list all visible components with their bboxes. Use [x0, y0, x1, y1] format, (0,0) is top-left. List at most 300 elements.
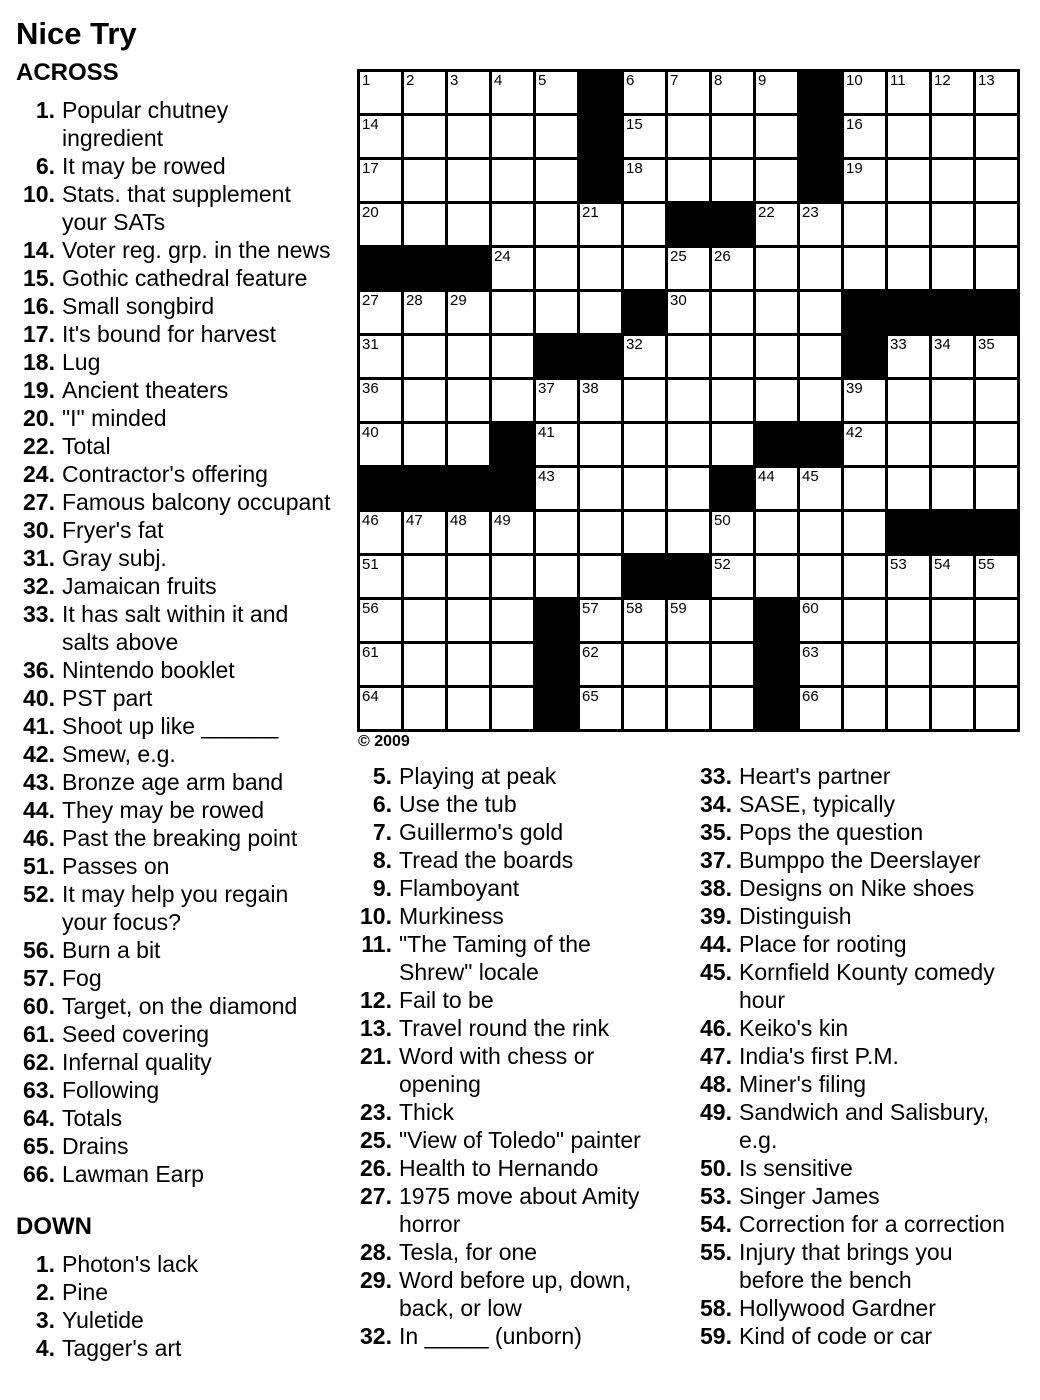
grid-cell-r3c14[interactable] — [932, 160, 973, 201]
grid-cell-r12c2[interactable] — [404, 556, 445, 597]
grid-cell-r4c11[interactable] — [800, 204, 841, 245]
grid-cell-r7c9[interactable] — [712, 336, 753, 377]
grid-cell-r14c4[interactable] — [492, 644, 533, 685]
grid-cell-r11c3[interactable] — [448, 512, 489, 553]
grid-cell-r8c9[interactable] — [712, 380, 753, 421]
grid-cell-r4c10[interactable] — [756, 204, 797, 245]
grid-cell-r6c9[interactable] — [712, 292, 753, 333]
grid-cell-r9c2[interactable] — [404, 424, 445, 465]
clue-text: In _____ (unborn) — [399, 1323, 582, 1349]
grid-cell-r5c8[interactable] — [668, 248, 709, 289]
cell-number: 49 — [494, 512, 511, 529]
clue-text: Pops the question — [739, 819, 924, 845]
clue-number: 49. — [700, 1099, 732, 1125]
grid-cell-r15c10 — [756, 688, 797, 729]
grid-cell-r3c8[interactable] — [668, 160, 709, 201]
grid-cell-r12c1[interactable] — [360, 556, 401, 597]
clue-text: Popular chutney ingredient — [62, 97, 229, 151]
grid-cell-r12c13[interactable] — [888, 556, 929, 597]
grid-cell-r8c6[interactable] — [580, 380, 621, 421]
grid-cell-r10c10[interactable] — [756, 468, 797, 509]
grid-cell-r6c5[interactable] — [536, 292, 577, 333]
clue-number: 1. — [35, 97, 55, 123]
clue-down-6 — [356, 790, 672, 818]
grid-cell-r14c3[interactable] — [448, 644, 489, 685]
grid-cell-r11c13 — [888, 512, 929, 553]
grid-cell-r15c7[interactable] — [624, 688, 665, 729]
grid-cell-r2c14[interactable] — [932, 116, 973, 157]
grid-cell-r11c10[interactable] — [756, 512, 797, 553]
clue-down-39 — [692, 902, 1040, 930]
grid-cell-r12c12[interactable] — [844, 556, 885, 597]
clue-number: 6. — [35, 153, 55, 179]
clue-column-right — [692, 762, 1040, 1350]
grid-cell-r1c13[interactable] — [888, 72, 929, 113]
grid-cell-r14c7[interactable] — [624, 644, 665, 685]
grid-cell-r14c15[interactable] — [976, 644, 1017, 685]
grid-cell-r4c4[interactable] — [492, 204, 533, 245]
grid-cell-r13c13[interactable] — [888, 600, 929, 641]
grid-cell-r13c6[interactable] — [580, 600, 621, 641]
grid-cell-r7c14[interactable] — [932, 336, 973, 377]
grid-cell-r3c9[interactable] — [712, 160, 753, 201]
grid-cell-r8c12[interactable] — [844, 380, 885, 421]
grid-cell-r2c4[interactable] — [492, 116, 533, 157]
clue-text: Stats. that supplement your SATs — [62, 181, 291, 235]
grid-cell-r8c1[interactable] — [360, 380, 401, 421]
cell-number: 14 — [362, 116, 379, 133]
clue-number: 27. — [23, 489, 55, 515]
grid-cell-r7c13[interactable] — [888, 336, 929, 377]
grid-cell-r9c5[interactable] — [536, 424, 577, 465]
cell-number: 66 — [802, 688, 819, 705]
grid-cell-r1c9[interactable] — [712, 72, 753, 113]
cell-number: 55 — [978, 556, 995, 573]
grid-cell-r3c10[interactable] — [756, 160, 797, 201]
grid-cell-r4c13[interactable] — [888, 204, 929, 245]
grid-cell-r8c11[interactable] — [800, 380, 841, 421]
clue-text: Sandwich and Salisbury, e.g. — [739, 1099, 990, 1153]
grid-cell-r11c9[interactable] — [712, 512, 753, 553]
clue-number: 30. — [23, 517, 55, 543]
clue-text: "View of Toledo" painter — [399, 1127, 641, 1153]
grid-cell-r14c14[interactable] — [932, 644, 973, 685]
grid-cell-r14c6[interactable] — [580, 644, 621, 685]
clue-down-4 — [16, 1334, 358, 1362]
clue-number: 48. — [700, 1071, 732, 1097]
grid-cell-r13c3[interactable] — [448, 600, 489, 641]
clue-across-42 — [16, 740, 358, 768]
grid-cell-r6c6[interactable] — [580, 292, 621, 333]
grid-cell-r3c5[interactable] — [536, 160, 577, 201]
clue-text: "I" minded — [62, 405, 167, 431]
cell-number: 11 — [890, 72, 906, 89]
clue-number: 44. — [700, 931, 732, 957]
clue-text: Word with chess or opening — [399, 1043, 595, 1097]
grid-cell-r15c12[interactable] — [844, 688, 885, 729]
cell-number: 60 — [802, 600, 819, 617]
clue-number: 42. — [23, 741, 55, 767]
clue-text: Playing at peak — [399, 763, 557, 789]
clue-text: Seed covering — [62, 1021, 210, 1047]
clue-across-14 — [16, 236, 358, 264]
clue-down-58 — [692, 1294, 1040, 1322]
grid-cell-r6c12 — [844, 292, 885, 333]
grid-cell-r10c7[interactable] — [624, 468, 665, 509]
grid-cell-r13c2[interactable] — [404, 600, 445, 641]
clue-number: 61. — [23, 1021, 55, 1047]
grid-cell-r1c15[interactable] — [976, 72, 1017, 113]
grid-cell-r15c13[interactable] — [888, 688, 929, 729]
grid-cell-r5c14[interactable] — [932, 248, 973, 289]
clue-text: It may help you regain your focus? — [62, 881, 289, 935]
grid-cell-r11c4[interactable] — [492, 512, 533, 553]
grid-cell-r7c15[interactable] — [976, 336, 1017, 377]
grid-cell-r7c11[interactable] — [800, 336, 841, 377]
cell-number: 37 — [538, 380, 555, 397]
grid-cell-r6c3[interactable] — [448, 292, 489, 333]
clue-text: Lawman Earp — [62, 1161, 204, 1187]
grid-cell-r12c7 — [624, 556, 665, 597]
grid-cell-r6c2[interactable] — [404, 292, 445, 333]
grid-cell-r5c11[interactable] — [800, 248, 841, 289]
grid-cell-r2c12[interactable] — [844, 116, 885, 157]
grid-cell-r9c3[interactable] — [448, 424, 489, 465]
clue-text: Word before up, down, back, or low — [399, 1267, 632, 1321]
grid-cell-r10c11[interactable] — [800, 468, 841, 509]
grid-cell-r15c8[interactable] — [668, 688, 709, 729]
clue-number: 32. — [23, 573, 55, 599]
clue-down-38 — [692, 874, 1040, 902]
clue-text: Gothic cathedral feature — [62, 265, 308, 291]
grid-cell-r5c7[interactable] — [624, 248, 665, 289]
grid-cell-r9c9[interactable] — [712, 424, 753, 465]
grid-cell-r2c7[interactable] — [624, 116, 665, 157]
grid-cell-r4c5[interactable] — [536, 204, 577, 245]
grid-cell-r13c14[interactable] — [932, 600, 973, 641]
grid-cell-r3c12[interactable] — [844, 160, 885, 201]
clue-down-5 — [356, 762, 672, 790]
grid-cell-r10c14[interactable] — [932, 468, 973, 509]
grid-cell-r15c6[interactable] — [580, 688, 621, 729]
grid-cell-r12c5[interactable] — [536, 556, 577, 597]
clue-text: Health to Hernando — [399, 1155, 599, 1181]
grid-cell-r15c3[interactable] — [448, 688, 489, 729]
grid-cell-r13c8[interactable] — [668, 600, 709, 641]
grid-cell-r8c14[interactable] — [932, 380, 973, 421]
grid-cell-r2c2[interactable] — [404, 116, 445, 157]
grid-cell-r8c5[interactable] — [536, 380, 577, 421]
grid-cell-r7c3[interactable] — [448, 336, 489, 377]
clue-text: Hollywood Gardner — [739, 1295, 936, 1321]
clue-number: 10. — [23, 181, 55, 207]
clue-number: 11. — [361, 931, 392, 957]
clue-across-36 — [16, 656, 358, 684]
grid-cell-r14c8[interactable] — [668, 644, 709, 685]
grid-cell-r11c6[interactable] — [580, 512, 621, 553]
grid-cell-r8c10[interactable] — [756, 380, 797, 421]
cell-number: 12 — [934, 72, 951, 89]
grid-cell-r2c8[interactable] — [668, 116, 709, 157]
cell-number: 65 — [582, 688, 599, 705]
grid-cell-r4c15[interactable] — [976, 204, 1017, 245]
grid-cell-r9c6[interactable] — [580, 424, 621, 465]
grid-cell-r1c14[interactable] — [932, 72, 973, 113]
grid-cell-r5c15[interactable] — [976, 248, 1017, 289]
grid-cell-r15c15[interactable] — [976, 688, 1017, 729]
grid-cell-r4c7[interactable] — [624, 204, 665, 245]
grid-cell-r5c9[interactable] — [712, 248, 753, 289]
grid-cell-r5c4[interactable] — [492, 248, 533, 289]
grid-cell-r4c9 — [712, 204, 753, 245]
clue-across-56 — [16, 936, 358, 964]
clue-across-64 — [16, 1104, 358, 1132]
grid-cell-r3c3[interactable] — [448, 160, 489, 201]
grid-cell-r9c8[interactable] — [668, 424, 709, 465]
grid-cell-r3c2[interactable] — [404, 160, 445, 201]
grid-cell-r1c2[interactable] — [404, 72, 445, 113]
clue-across-1 — [16, 96, 358, 152]
grid-cell-r12c11[interactable] — [800, 556, 841, 597]
grid-cell-r8c13[interactable] — [888, 380, 929, 421]
grid-cell-r4c12[interactable] — [844, 204, 885, 245]
grid-cell-r2c10[interactable] — [756, 116, 797, 157]
grid-cell-r4c2[interactable] — [404, 204, 445, 245]
down-heading: DOWN — [16, 1213, 92, 1240]
grid-cell-r2c3[interactable] — [448, 116, 489, 157]
clue-number: 57. — [23, 965, 55, 991]
grid-cell-r5c12[interactable] — [844, 248, 885, 289]
grid-cell-r9c7[interactable] — [624, 424, 665, 465]
grid-cell-r8c2[interactable] — [404, 380, 445, 421]
grid-cell-r5c10[interactable] — [756, 248, 797, 289]
grid-cell-r7c2[interactable] — [404, 336, 445, 377]
grid-cell-r6c8[interactable] — [668, 292, 709, 333]
grid-cell-r12c4[interactable] — [492, 556, 533, 597]
grid-cell-r2c9[interactable] — [712, 116, 753, 157]
grid-cell-r3c7[interactable] — [624, 160, 665, 201]
grid-cell-r3c13[interactable] — [888, 160, 929, 201]
grid-cell-r10c6[interactable] — [580, 468, 621, 509]
grid-cell-r9c12[interactable] — [844, 424, 885, 465]
clue-number: 50. — [700, 1155, 732, 1181]
grid-cell-r12c15[interactable] — [976, 556, 1017, 597]
clue-number: 5. — [372, 763, 392, 789]
grid-cell-r8c8[interactable] — [668, 380, 709, 421]
grid-cell-r10c8[interactable] — [668, 468, 709, 509]
grid-cell-r11c11[interactable] — [800, 512, 841, 553]
clue-down-25 — [356, 1126, 672, 1154]
grid-cell-r5c1 — [360, 248, 401, 289]
grid-cell-r4c1[interactable] — [360, 204, 401, 245]
grid-cell-r12c14[interactable] — [932, 556, 973, 597]
cell-number: 36 — [362, 380, 379, 397]
grid-cell-r3c1[interactable] — [360, 160, 401, 201]
grid-cell-r4c8 — [668, 204, 709, 245]
grid-cell-r11c2[interactable] — [404, 512, 445, 553]
clue-number: 52. — [23, 881, 55, 907]
grid-cell-r13c4[interactable] — [492, 600, 533, 641]
grid-cell-r11c7[interactable] — [624, 512, 665, 553]
grid-cell-r1c1[interactable] — [360, 72, 401, 113]
grid-cell-r11c12[interactable] — [844, 512, 885, 553]
cell-number: 16 — [846, 116, 863, 133]
cell-number: 51 — [362, 556, 379, 573]
clue-number: 24. — [23, 461, 55, 487]
grid-cell-r1c8[interactable] — [668, 72, 709, 113]
cell-number: 63 — [802, 644, 819, 661]
grid-cell-r8c3[interactable] — [448, 380, 489, 421]
clue-across-61 — [16, 1020, 358, 1048]
grid-cell-r8c7[interactable] — [624, 380, 665, 421]
grid-cell-r12c3[interactable] — [448, 556, 489, 597]
grid-cell-r6c1[interactable] — [360, 292, 401, 333]
grid-cell-r8c15[interactable] — [976, 380, 1017, 421]
cell-number: 57 — [582, 600, 599, 617]
grid-cell-r14c1[interactable] — [360, 644, 401, 685]
grid-cell-r13c9[interactable] — [712, 600, 753, 641]
clue-number: 14. — [23, 237, 55, 263]
grid-cell-r6c10[interactable] — [756, 292, 797, 333]
grid-cell-r13c15[interactable] — [976, 600, 1017, 641]
grid-cell-r11c1[interactable] — [360, 512, 401, 553]
grid-cell-r7c8[interactable] — [668, 336, 709, 377]
grid-cell-r15c4[interactable] — [492, 688, 533, 729]
grid-cell-r4c3[interactable] — [448, 204, 489, 245]
grid-cell-r11c14 — [932, 512, 973, 553]
grid-cell-r7c1[interactable] — [360, 336, 401, 377]
grid-cell-r9c1[interactable] — [360, 424, 401, 465]
grid-cell-r6c4[interactable] — [492, 292, 533, 333]
grid-cell-r12c6[interactable] — [580, 556, 621, 597]
grid-cell-r10c15[interactable] — [976, 468, 1017, 509]
clue-down-44 — [692, 930, 1040, 958]
clue-number: 22. — [23, 433, 55, 459]
grid-cell-r11c5[interactable] — [536, 512, 577, 553]
grid-cell-r15c14[interactable] — [932, 688, 973, 729]
grid-cell-r14c9[interactable] — [712, 644, 753, 685]
grid-cell-r9c13[interactable] — [888, 424, 929, 465]
grid-cell-r7c4[interactable] — [492, 336, 533, 377]
clue-text: Place for rooting — [739, 931, 907, 957]
grid-cell-r3c6 — [580, 160, 621, 201]
grid-cell-r3c4[interactable] — [492, 160, 533, 201]
clue-text: Singer James — [739, 1183, 880, 1209]
grid-cell-r9c15[interactable] — [976, 424, 1017, 465]
grid-cell-r2c13[interactable] — [888, 116, 929, 157]
grid-cell-r13c7[interactable] — [624, 600, 665, 641]
grid-cell-r2c1[interactable] — [360, 116, 401, 157]
clue-text: Fryer's fat — [62, 517, 164, 543]
clue-down-32 — [356, 1322, 672, 1350]
clue-text: Thick — [399, 1099, 454, 1125]
grid-cell-r14c10 — [756, 644, 797, 685]
grid-cell-r11c8[interactable] — [668, 512, 709, 553]
grid-cell-r1c10[interactable] — [756, 72, 797, 113]
clue-across-16 — [16, 292, 358, 320]
clue-number: 37. — [700, 847, 732, 873]
grid-cell-r14c5 — [536, 644, 577, 685]
grid-cell-r9c14[interactable] — [932, 424, 973, 465]
clue-down-1 — [16, 1250, 358, 1278]
clue-number: 34. — [700, 791, 732, 817]
clue-number: 2. — [35, 1279, 55, 1305]
grid-cell-r11c15 — [976, 512, 1017, 553]
clue-text: Infernal quality — [62, 1049, 212, 1075]
clue-across-40 — [16, 684, 358, 712]
cell-number: 7 — [670, 72, 679, 89]
grid-cell-r8c4[interactable] — [492, 380, 533, 421]
grid-cell-r15c1[interactable] — [360, 688, 401, 729]
grid-cell-r14c11[interactable] — [800, 644, 841, 685]
clue-number: 36. — [23, 657, 55, 683]
grid-cell-r2c15[interactable] — [976, 116, 1017, 157]
grid-cell-r1c5[interactable] — [536, 72, 577, 113]
grid-cell-r10c5[interactable] — [536, 468, 577, 509]
clue-text: Injury that brings you before the bench — [739, 1239, 953, 1293]
grid-cell-r1c7[interactable] — [624, 72, 665, 113]
grid-cell-r2c5[interactable] — [536, 116, 577, 157]
cell-number: 41 — [538, 424, 555, 441]
grid-cell-r3c15[interactable] — [976, 160, 1017, 201]
cell-number: 39 — [846, 380, 863, 397]
grid-cell-r15c11[interactable] — [800, 688, 841, 729]
grid-cell-r14c12[interactable] — [844, 644, 885, 685]
clue-number: 28. — [360, 1239, 392, 1265]
grid-cell-r4c6[interactable] — [580, 204, 621, 245]
clue-down-12 — [356, 986, 672, 1014]
clue-number: 21. — [360, 1043, 392, 1069]
grid-cell-r7c10[interactable] — [756, 336, 797, 377]
grid-cell-r5c5[interactable] — [536, 248, 577, 289]
clue-down-8 — [356, 846, 672, 874]
cell-number: 44 — [758, 468, 775, 485]
clue-text: Photon's lack — [62, 1251, 199, 1277]
grid-cell-r10c12[interactable] — [844, 468, 885, 509]
clue-number: 26. — [360, 1155, 392, 1181]
clue-across-32 — [16, 572, 358, 600]
grid-cell-r10c13[interactable] — [888, 468, 929, 509]
clue-across-31 — [16, 544, 358, 572]
grid-cell-r13c12[interactable] — [844, 600, 885, 641]
cell-number: 52 — [714, 556, 731, 573]
grid-cell-r6c13 — [888, 292, 929, 333]
grid-cell-r1c4[interactable] — [492, 72, 533, 113]
grid-cell-r14c2[interactable] — [404, 644, 445, 685]
grid-cell-r7c7[interactable] — [624, 336, 665, 377]
clue-across-43 — [16, 768, 358, 796]
cell-number: 33 — [890, 336, 907, 353]
grid-cell-r12c10[interactable] — [756, 556, 797, 597]
grid-cell-r1c3[interactable] — [448, 72, 489, 113]
grid-cell-r6c11[interactable] — [800, 292, 841, 333]
grid-cell-r1c12[interactable] — [844, 72, 885, 113]
grid-cell-r5c6[interactable] — [580, 248, 621, 289]
grid-cell-r12c9[interactable] — [712, 556, 753, 597]
grid-cell-r13c1[interactable] — [360, 600, 401, 641]
grid-cell-r5c13[interactable] — [888, 248, 929, 289]
grid-cell-r13c11[interactable] — [800, 600, 841, 641]
clue-down-2 — [16, 1278, 358, 1306]
grid-cell-r4c14[interactable] — [932, 204, 973, 245]
grid-cell-r15c9[interactable] — [712, 688, 753, 729]
cell-number: 28 — [406, 292, 423, 309]
clue-down-33 — [692, 762, 1040, 790]
clue-text: Gray subj. — [62, 545, 167, 571]
clue-number: 3. — [35, 1307, 55, 1333]
grid-cell-r14c13[interactable] — [888, 644, 929, 685]
grid-cell-r15c2[interactable] — [404, 688, 445, 729]
